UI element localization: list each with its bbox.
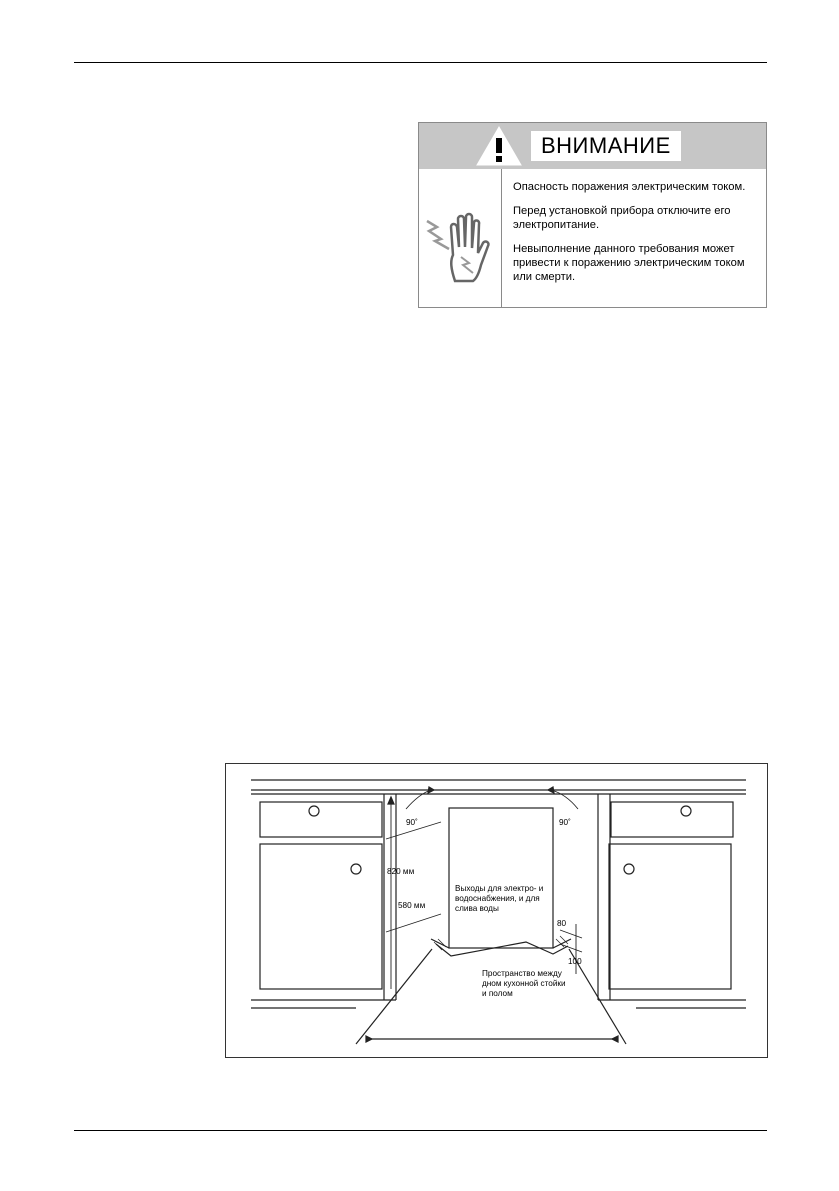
outlets-label-3: слива воды [455, 904, 499, 913]
warning-paragraph-3 [513, 242, 763, 284]
dim-80-label: 80 [557, 919, 567, 928]
width-label: 580 мм [398, 901, 426, 910]
height-label: 820 мм [387, 867, 415, 876]
space-label-2: дном кухонной стойки [482, 979, 566, 988]
warning-header [419, 123, 766, 169]
warning-line-1: Опасность поражения электрическим током. [513, 181, 746, 193]
angle-right-label: 90˚ [559, 818, 571, 827]
warning-triangle-icon [475, 125, 523, 167]
warning-line-2a: Перед установкой прибора отключите его [513, 205, 731, 217]
warning-line-2b: электропитание. [513, 219, 600, 231]
warning-line-3a: Невыполнение данного требования может [513, 243, 735, 255]
warning-box [418, 122, 767, 308]
warning-line-3c: или смерти. [513, 271, 576, 283]
warning-text [513, 180, 763, 294]
space-label-3: и полом [482, 989, 513, 998]
header-rule [74, 62, 767, 63]
electric-shock-hand-icon [419, 169, 501, 307]
dim-100-label: 100 [568, 957, 582, 966]
warning-paragraph-2 [513, 204, 763, 232]
outlets-label-2: водоснабжения, и для [455, 894, 540, 903]
footer-rule [74, 1130, 767, 1131]
space-label-1: Пространство между [482, 969, 562, 978]
electric-shock-hand-cell [419, 169, 502, 307]
warning-line-3b: привести к поражению электрическим током [513, 257, 745, 269]
outlets-label-1: Выходы для электро- и [455, 884, 544, 893]
installation-diagram [225, 763, 768, 1058]
warning-title: ВНИМАНИЕ [531, 131, 681, 161]
angle-left-label: 90˚ [406, 818, 418, 827]
